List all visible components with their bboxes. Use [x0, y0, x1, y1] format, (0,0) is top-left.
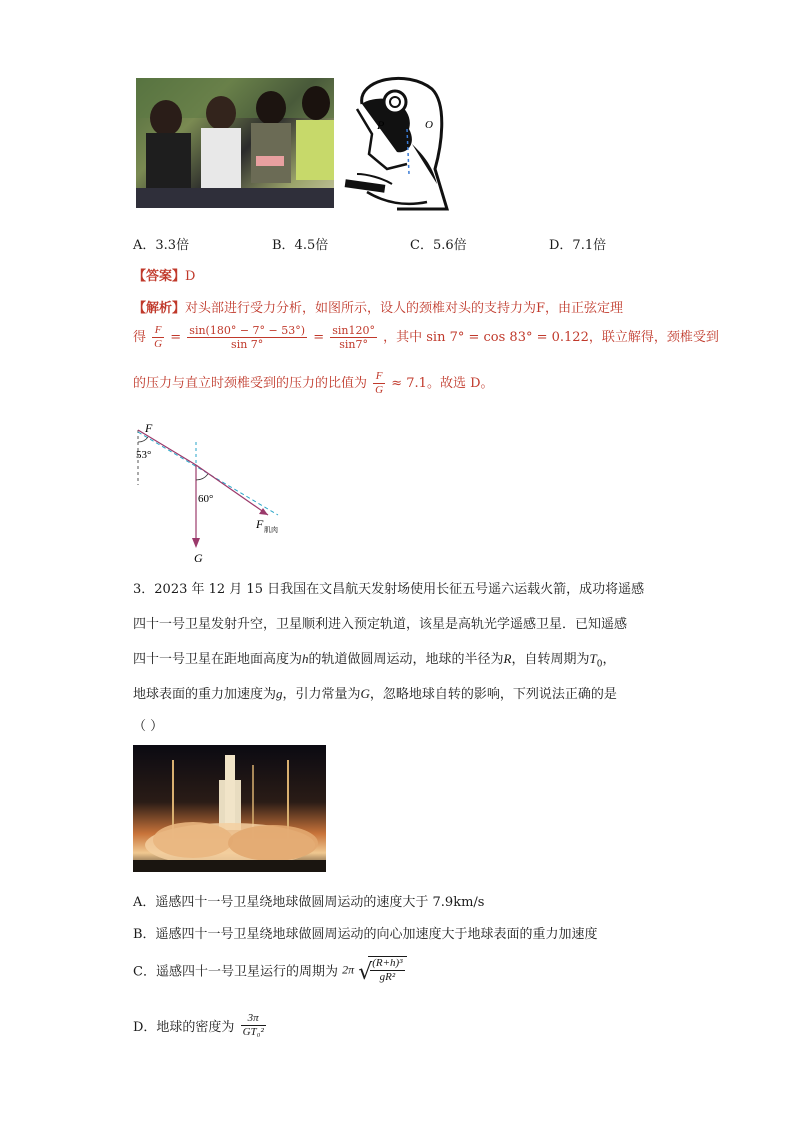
var-g-const: G: [360, 686, 370, 701]
q3-line-3: [133, 648, 615, 670]
fraction-f-over-g: $\frac{F}{G}$: [154, 324, 163, 350]
q3-line-4: [133, 683, 617, 702]
fraction-sin120: $\frac{\sin 120^\circ}{\sin 7^\circ}$: [332, 324, 375, 351]
q2-option-b: B．4.5倍: [272, 238, 329, 253]
label-60deg: 60°: [198, 493, 214, 505]
analysis-line2-prefix: 得: [133, 330, 147, 345]
q3-line3-c: ，自转周期为: [511, 652, 590, 667]
force-vectors-svg: [128, 410, 308, 565]
neck-posture-figure: [337, 74, 462, 214]
head-sketch-illustration: [337, 74, 462, 214]
label-53deg: 53°: [136, 449, 152, 461]
q2-option-c: C．5.6倍: [410, 238, 467, 253]
q3-option-c-prefix: C．遥感四十一号卫星运行的周期为: [133, 964, 338, 980]
analysis-line3-suffix: ≈ 7.1。故选 D。: [391, 376, 494, 391]
label-f: F: [145, 421, 153, 435]
var-r: R: [503, 651, 512, 666]
q3-option-d: [133, 1012, 268, 1039]
q3-option-c: [133, 956, 407, 984]
q3-line-2: 四十一号卫星发射升空，卫星顺利进入预定轨道，该星是高轨光学遥感卫星．已知遥感: [133, 617, 628, 632]
var-g: g: [276, 686, 283, 701]
q3-line4-a: 地球表面的重力加速度为: [133, 687, 277, 702]
var-h: h: [302, 651, 309, 666]
label-o: O: [425, 119, 433, 131]
fraction-f-over-g-2: $\frac{F}{G}$: [375, 370, 384, 396]
q3-line3-d: ，: [602, 652, 616, 667]
q3-line-1: 3．2023 年 12 月 15 日我国在文昌航天发射场使用长征五号遥六运载火箭，成功将遥感: [133, 582, 645, 597]
analysis-line-2: [133, 324, 719, 351]
equals-sign-2: =: [313, 330, 325, 345]
equals-sign: =: [170, 330, 182, 345]
two-pi: 2π: [342, 962, 355, 977]
sqrt-expression: √ $\frac{\text{(R+h)³}}{\text{gR²}}$: [358, 956, 406, 984]
q3-option-a: A．遥感四十一号卫星绕地球做圆周运动的速度大于 7.9km/s: [133, 895, 485, 910]
analysis-line-1: [133, 297, 623, 316]
analysis-line3-prefix: 的压力与直立时颈椎受到的压力的比值为: [133, 376, 368, 391]
var-t: T: [589, 651, 597, 666]
q2-option-d: D．7.1倍: [549, 238, 607, 253]
fraction-orbit-period: $\frac{\text{(R+h)³}}{\text{gR²}}$: [372, 957, 403, 983]
students-photo: [136, 78, 334, 208]
label-g: G: [194, 551, 203, 565]
students-illustration: [136, 78, 334, 208]
analysis-line2-suffix: ，其中 sin 7° = cos 83° = 0.122，联立解得，颈椎受到: [383, 330, 719, 345]
q3-option-b: B．遥感四十一号卫星绕地球做圆周运动的向心加速度大于地球表面的重力加速度: [133, 927, 598, 942]
q3-line3-a: 四十一号卫星在距地面高度为: [133, 652, 303, 667]
q3-line-5: （ ）: [133, 719, 164, 734]
analysis-line-3: [133, 370, 494, 397]
rocket-illustration: [133, 745, 326, 872]
var-t-sub: 0: [596, 659, 603, 670]
label-f-muscle-sub: 肌肉: [264, 526, 278, 534]
q3-line4-b: ，引力常量为: [282, 687, 361, 702]
analysis-text-1: 对头部进行受力分析，如图所示，设人的颈椎对头的支持力为F，由正弦定理: [185, 301, 624, 316]
answer-line: [133, 265, 195, 284]
q3-line4-c: ，忽略地球自转的影响，下列说法正确的是: [369, 687, 617, 702]
fraction-sin-angles: $\frac{\sin(180^\circ - 7^\circ - 53^\circ)}{\sin 7^\circ}$: [189, 324, 306, 351]
label-f-muscle: F: [256, 517, 264, 531]
fraction-earth-density: $\frac{3\pi}{\text{GT₀²}}$: [242, 1012, 264, 1038]
q3-line3-b: 的轨道做圆周运动，地球的半径为: [308, 652, 504, 667]
analysis-label: 【解析】: [133, 301, 186, 316]
force-diagram: [128, 410, 308, 565]
label-p: P: [377, 118, 385, 132]
rocket-launch-photo: [133, 745, 326, 872]
answer-label: 【答案】: [133, 269, 186, 284]
answer-value: D: [185, 269, 196, 284]
q3-option-d-prefix: D．地球的密度为: [133, 1020, 235, 1035]
q2-option-a: A．3.3倍: [133, 238, 190, 253]
